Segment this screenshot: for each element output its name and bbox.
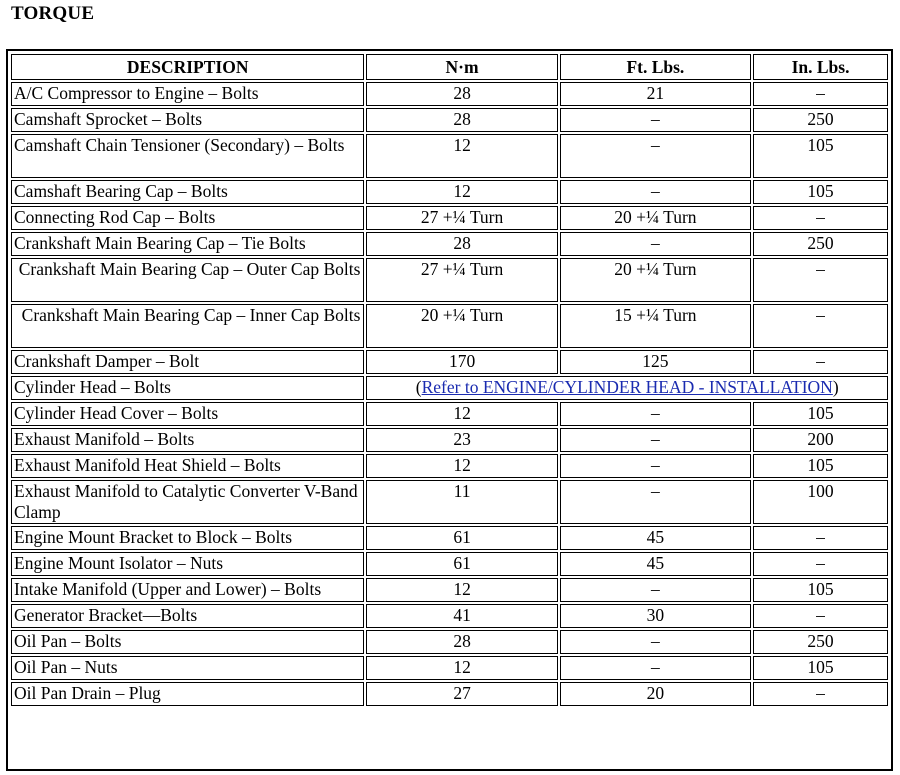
description-cell: Camshaft Bearing Cap – Bolts — [11, 180, 364, 204]
in-lbs-cell: – — [753, 258, 888, 302]
description-cell: Camshaft Sprocket – Bolts — [11, 108, 364, 132]
ft-lbs-cell: 15 +¼ Turn — [560, 304, 751, 348]
nm-cell: 12 — [366, 656, 557, 680]
page-title: TORQUE — [11, 3, 95, 24]
nm-cell: 27 — [366, 682, 557, 706]
description-cell: Exhaust Manifold Heat Shield – Bolts — [11, 454, 364, 478]
nm-cell: 20 +¼ Turn — [366, 304, 557, 348]
reference-open-paren: ( — [415, 377, 422, 397]
description-cell: Crankshaft Main Bearing Cap – Tie Bolts — [11, 232, 364, 256]
table-row — [11, 656, 888, 680]
ft-lbs-cell: 45 — [560, 526, 751, 550]
table-row — [11, 258, 888, 302]
table-row — [11, 454, 888, 478]
nm-cell: 12 — [366, 578, 557, 602]
table-header-row — [11, 54, 888, 80]
table-row — [11, 350, 888, 374]
description-cell: Exhaust Manifold to Catalytic Converter V-Band Clamp — [11, 480, 364, 524]
ft-lbs-cell: – — [560, 454, 751, 478]
in-lbs-cell: – — [753, 304, 888, 348]
ft-lbs-cell: 21 — [560, 82, 751, 106]
column-header-in-lbs: In. Lbs. — [753, 54, 888, 80]
nm-cell: 12 — [366, 180, 557, 204]
nm-cell: 28 — [366, 232, 557, 256]
table-row — [11, 134, 888, 178]
nm-cell: 12 — [366, 402, 557, 426]
table-row — [11, 232, 888, 256]
description-cell: Crankshaft Damper – Bolt — [11, 350, 364, 374]
ft-lbs-cell: – — [560, 578, 751, 602]
in-lbs-cell: – — [753, 682, 888, 706]
description-cell: Exhaust Manifold – Bolts — [11, 428, 364, 452]
table-row — [11, 552, 888, 576]
description-cell: Crankshaft Main Bearing Cap – Outer Cap Bolts — [11, 258, 364, 302]
ft-lbs-cell: – — [560, 428, 751, 452]
in-lbs-cell: 100 — [753, 480, 888, 524]
nm-cell: 11 — [366, 480, 557, 524]
table-row — [11, 630, 888, 654]
in-lbs-cell: 250 — [753, 630, 888, 654]
in-lbs-cell: 105 — [753, 578, 888, 602]
table-row — [11, 304, 888, 348]
description-cell: Connecting Rod Cap – Bolts — [11, 206, 364, 230]
nm-cell: 27 +¼ Turn — [366, 206, 557, 230]
ft-lbs-cell: – — [560, 108, 751, 132]
description-cell: Cylinder Head – Bolts — [11, 376, 364, 400]
in-lbs-cell: 105 — [753, 656, 888, 680]
table-row — [11, 376, 888, 400]
reference-cell — [366, 376, 888, 400]
in-lbs-cell: – — [753, 350, 888, 374]
description-cell: Cylinder Head Cover – Bolts — [11, 402, 364, 426]
in-lbs-cell: 105 — [753, 180, 888, 204]
table-row — [11, 108, 888, 132]
ft-lbs-cell: – — [560, 402, 751, 426]
description-cell: Engine Mount Bracket to Block – Bolts — [11, 526, 364, 550]
nm-cell: 61 — [366, 526, 557, 550]
description-cell: Oil Pan – Nuts — [11, 656, 364, 680]
in-lbs-cell: 105 — [753, 402, 888, 426]
nm-cell: 28 — [366, 630, 557, 654]
description-cell: Camshaft Chain Tensioner (Secondary) – Bolts — [11, 134, 364, 178]
ft-lbs-cell: 20 +¼ Turn — [560, 258, 751, 302]
cylinder-head-installation-link[interactable]: Refer to ENGINE/CYLINDER HEAD - INSTALLATION — [421, 377, 833, 397]
table-row — [11, 682, 888, 706]
table-row — [11, 604, 888, 628]
nm-cell: 27 +¼ Turn — [366, 258, 557, 302]
description-cell: Intake Manifold (Upper and Lower) – Bolts — [11, 578, 364, 602]
ft-lbs-cell: – — [560, 480, 751, 524]
ft-lbs-cell: 30 — [560, 604, 751, 628]
table-row — [11, 402, 888, 426]
ft-lbs-cell: – — [560, 134, 751, 178]
table-row — [11, 526, 888, 550]
column-header-nm: N·m — [366, 54, 557, 80]
table-row — [11, 578, 888, 602]
description-cell: Crankshaft Main Bearing Cap – Inner Cap Bolts — [11, 304, 364, 348]
description-cell: Oil Pan Drain – Plug — [11, 682, 364, 706]
in-lbs-cell: 105 — [753, 134, 888, 178]
table-row — [11, 206, 888, 230]
in-lbs-cell: 250 — [753, 108, 888, 132]
in-lbs-cell: – — [753, 526, 888, 550]
in-lbs-cell: 250 — [753, 232, 888, 256]
ft-lbs-cell: – — [560, 630, 751, 654]
nm-cell: 170 — [366, 350, 557, 374]
ft-lbs-cell: – — [560, 180, 751, 204]
nm-cell: 28 — [366, 108, 557, 132]
column-header-description: DESCRIPTION — [11, 54, 364, 80]
description-cell: Oil Pan – Bolts — [11, 630, 364, 654]
ft-lbs-cell: 20 +¼ Turn — [560, 206, 751, 230]
table-row — [11, 180, 888, 204]
torque-table-frame — [6, 49, 893, 771]
description-cell: Generator Bracket—Bolts — [11, 604, 364, 628]
description-cell: A/C Compressor to Engine – Bolts — [11, 82, 364, 106]
nm-cell: 12 — [366, 134, 557, 178]
table-row — [11, 428, 888, 452]
description-cell: Engine Mount Isolator – Nuts — [11, 552, 364, 576]
ft-lbs-cell: 45 — [560, 552, 751, 576]
ft-lbs-cell: – — [560, 232, 751, 256]
in-lbs-cell: – — [753, 82, 888, 106]
in-lbs-cell: – — [753, 552, 888, 576]
nm-cell: 41 — [366, 604, 557, 628]
ft-lbs-cell: 125 — [560, 350, 751, 374]
in-lbs-cell: 105 — [753, 454, 888, 478]
torque-table — [9, 52, 890, 708]
nm-cell: 12 — [366, 454, 557, 478]
nm-cell: 61 — [366, 552, 557, 576]
reference-close-paren: ) — [832, 377, 839, 397]
nm-cell: 23 — [366, 428, 557, 452]
column-header-ft-lbs: Ft. Lbs. — [560, 54, 751, 80]
table-row — [11, 82, 888, 106]
in-lbs-cell: – — [753, 206, 888, 230]
table-row — [11, 480, 888, 524]
in-lbs-cell: – — [753, 604, 888, 628]
ft-lbs-cell: – — [560, 656, 751, 680]
in-lbs-cell: 200 — [753, 428, 888, 452]
ft-lbs-cell: 20 — [560, 682, 751, 706]
nm-cell: 28 — [366, 82, 557, 106]
